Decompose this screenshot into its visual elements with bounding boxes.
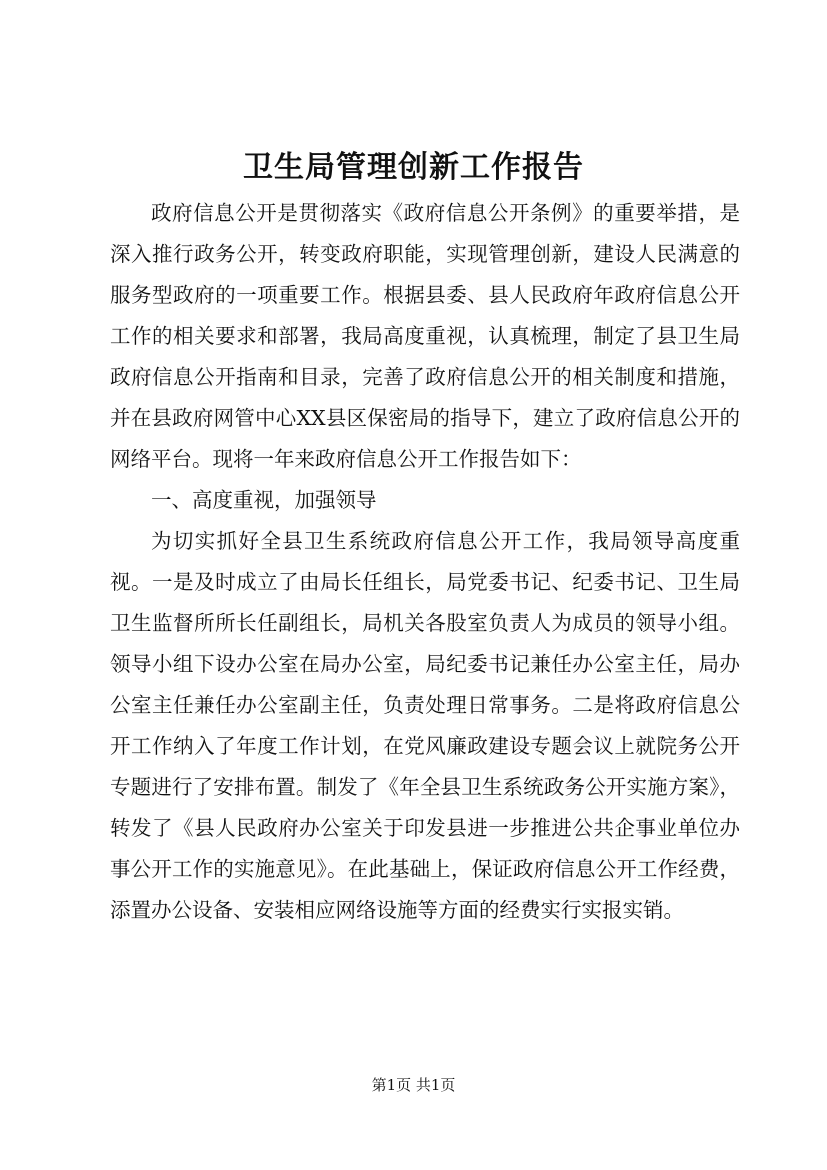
document-title: 卫生局管理创新工作报告 (243, 150, 584, 185)
paragraph-section-1: 为切实抓好全县卫生系统政府信息公开工作，我局领导高度重视。一是及时成立了由局长任组长，局党委书记、纪委书记、卫生局卫生监督所所长任副组长，局机关各股室负责人为成员的领导小组。领导小组下设办公室在局办公室，局纪委书记兼任办公室主任，局办公室主任兼任办公室副主任，负责处理日常事务。二是将政府信息公开工作纳入了年度工作计划，在党风廉政建设专题会议上就院务公开专题进行了安排布置。制发了《年全县卫生系统政务公开实施方案》，转发了《县人民政府办公室关于印发县进一步推进公共企事业单位办事公开工作的实施意见》。在此基础上，保证政府信息公开工作经费，添置办公设备、安装相应网络设施等方面的经费实行实报实销。 (110, 529, 740, 922)
section-heading-1: 一、高度重视，加强领导 (151, 488, 377, 512)
page-footer: 第1页 共1页 (371, 1076, 456, 1094)
document-body (110, 193, 740, 931)
paragraph-intro: 政府信息公开是贯彻落实《政府信息公开条例》的重要举措，是深入推行政务公开，转变政府职能，实现管理创新，建设人民满意的服务型政府的一项重要工作。根据县委、县人民政府年政府信息公开工作的相关要求和部署，我局高度重视，认真梳理，制定了县卫生局政府信息公开指南和目录，完善了政府信息公开的相关制度和措施，并在县政府网管中心XX县区保密局的指导下，建立了政府信息公开的网络平台。现将一年来政府信息公开工作报告如下： (110, 201, 740, 471)
